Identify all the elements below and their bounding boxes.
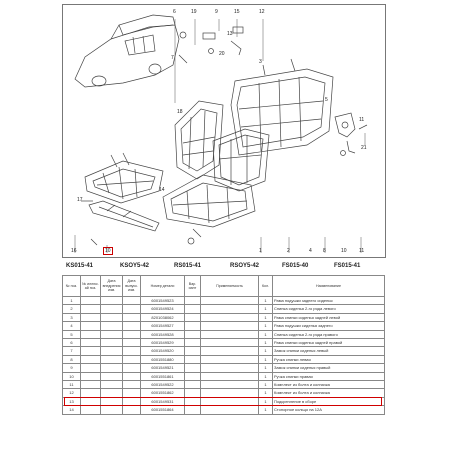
- cell-date-out: [123, 330, 141, 338]
- variant-code: RS015-41: [174, 263, 202, 269]
- table-row: [63, 297, 385, 305]
- cell-variant: [185, 330, 201, 338]
- callout-11: 11: [359, 117, 365, 123]
- cell-qty: 1: [259, 355, 273, 363]
- callout-8: 8: [323, 248, 326, 254]
- cell-part-number: 6001549523: [141, 297, 185, 305]
- cell-date-in: [101, 297, 123, 305]
- cell-pos: 7: [63, 347, 81, 355]
- callout-14: 14: [159, 187, 165, 193]
- cell-name: Рама подушки сиденья заднего: [273, 322, 385, 330]
- table-row: [63, 330, 385, 338]
- cell-qty: 1: [259, 347, 273, 355]
- cell-illus: [81, 322, 101, 330]
- cell-applicability: [201, 397, 259, 405]
- cell-pos: 14: [63, 406, 81, 414]
- cell-part-number: 6001551880: [141, 355, 185, 363]
- cell-variant: [185, 397, 201, 405]
- table-header-row: [63, 276, 385, 297]
- right-backrest-frame: [231, 59, 333, 155]
- cell-date-out: [123, 397, 141, 405]
- callout-16: 16: [71, 248, 77, 254]
- cell-name: Рама спинки сиденья задней правой: [273, 339, 385, 347]
- cell-part-number: 6001549520: [141, 347, 185, 355]
- variant-code: FS015-40: [282, 263, 309, 269]
- table-row: [63, 389, 385, 397]
- cell-name: Спинка сиденья 2-го ряда правого: [273, 330, 385, 338]
- cell-applicability: [201, 297, 259, 305]
- cell-pos: 2: [63, 305, 81, 313]
- callout-7: 7: [171, 55, 174, 61]
- cell-qty: 1: [259, 330, 273, 338]
- cell-qty: 1: [259, 322, 273, 330]
- seat-rail: [81, 201, 159, 245]
- cell-name: Рама спинки сиденья задней левой: [273, 313, 385, 321]
- table-row: [63, 322, 385, 330]
- callout-9: 9: [215, 9, 218, 15]
- cell-date-out: [123, 389, 141, 397]
- cell-variant: [185, 364, 201, 372]
- cell-illus: [81, 389, 101, 397]
- cell-date-out: [123, 313, 141, 321]
- cell-applicability: [201, 330, 259, 338]
- callout-11-bottom: 11: [359, 248, 365, 254]
- cell-part-number: 6001549531: [141, 397, 185, 405]
- cell-part-number: 6001549529: [141, 339, 185, 347]
- cell-pos: 9: [63, 364, 81, 372]
- cell-part-number: 6001551861: [141, 372, 185, 380]
- table-row: [63, 355, 385, 363]
- header-variant: Вар. иант: [185, 276, 201, 297]
- cell-date-in: [101, 397, 123, 405]
- cell-illus: [81, 355, 101, 363]
- cell-qty: 1: [259, 297, 273, 305]
- cell-part-number: 6001549524: [141, 305, 185, 313]
- cell-date-out: [123, 381, 141, 389]
- table-row: [63, 364, 385, 372]
- cell-name: Спинка сиденья 2-го ряда левого: [273, 305, 385, 313]
- cell-date-in: [101, 313, 123, 321]
- cell-date-out: [123, 355, 141, 363]
- cell-illus: [81, 364, 101, 372]
- cell-illus: [81, 397, 101, 405]
- callout-2: 2: [287, 248, 290, 254]
- cell-part-number: 6001551862: [141, 389, 185, 397]
- variant-code: FS015-41: [334, 263, 361, 269]
- header-applicability: Применяемость: [201, 276, 259, 297]
- cell-date-in: [101, 322, 123, 330]
- cell-part-number: 6001549527: [141, 322, 185, 330]
- cell-date-in: [101, 347, 123, 355]
- cell-date-out: [123, 406, 141, 414]
- callout-3: 3: [259, 59, 262, 65]
- variant-code: KSOY5-42: [120, 263, 150, 269]
- callout-5: 5: [325, 97, 328, 103]
- cell-date-out: [123, 322, 141, 330]
- cell-variant: [185, 389, 201, 397]
- table-row: [63, 397, 385, 405]
- callout-12: 12: [259, 9, 265, 15]
- cell-pos: 12: [63, 389, 81, 397]
- cell-illus: [81, 406, 101, 414]
- cell-variant: [185, 381, 201, 389]
- cell-applicability: [201, 339, 259, 347]
- cell-qty: 1: [259, 339, 273, 347]
- cell-pos: 4: [63, 322, 81, 330]
- cell-name: Стопорное кольцо на 12А: [273, 406, 385, 414]
- cell-date-out: [123, 297, 141, 305]
- cell-illus: [81, 313, 101, 321]
- parts-table: [62, 275, 385, 415]
- table-row: [63, 372, 385, 380]
- callout-6: 6: [173, 9, 176, 15]
- cell-pos: 10: [63, 372, 81, 380]
- variant-code-row: [62, 262, 384, 272]
- table-row: [63, 339, 385, 347]
- callout-19: 19: [191, 9, 197, 15]
- header-date-in: Дата внедрения изм.: [101, 276, 123, 297]
- cell-applicability: [201, 372, 259, 380]
- cell-illus: [81, 339, 101, 347]
- seat-diagram-drawing: [63, 5, 385, 257]
- cell-pos: 3: [63, 313, 81, 321]
- cell-illus: [81, 347, 101, 355]
- car-outline: [75, 15, 179, 87]
- header-illus: № иллюс. ай поз.: [81, 276, 101, 297]
- cell-qty: 1: [259, 313, 273, 321]
- cell-variant: [185, 313, 201, 321]
- cell-name: Ручка спинки правая: [273, 372, 385, 380]
- table-row: [63, 381, 385, 389]
- cell-part-number: 6001551864: [141, 406, 185, 414]
- callout-10: 10: [341, 248, 347, 254]
- cell-variant: [185, 355, 201, 363]
- cell-illus: [81, 297, 101, 305]
- callout-17: 17: [77, 197, 83, 203]
- cell-variant: [185, 297, 201, 305]
- callout-15: 15: [234, 9, 240, 15]
- cell-date-in: [101, 389, 123, 397]
- header-date-out: Дата выпуск. изм.: [123, 276, 141, 297]
- cell-applicability: [201, 322, 259, 330]
- table-row: [63, 347, 385, 355]
- cell-qty: 1: [259, 305, 273, 313]
- cell-date-out: [123, 305, 141, 313]
- cell-name: Комплект из болта и колпачка: [273, 389, 385, 397]
- cell-illus: [81, 381, 101, 389]
- cell-date-in: [101, 364, 123, 372]
- table-row: [63, 305, 385, 313]
- cell-date-in: [101, 406, 123, 414]
- callout-13: 13: [227, 31, 233, 37]
- cell-pos: 8: [63, 355, 81, 363]
- left-cushion-frame: [85, 153, 163, 203]
- cell-pos: 5: [63, 330, 81, 338]
- cell-date-in: [101, 355, 123, 363]
- cell-date-out: [123, 372, 141, 380]
- header-pos: № поз.: [63, 276, 81, 297]
- cell-illus: [81, 372, 101, 380]
- header-part-number: Номер детали: [141, 276, 185, 297]
- table-row: [63, 406, 385, 414]
- cell-name: Комплект из болта и колпачка: [273, 381, 385, 389]
- cell-variant: [185, 347, 201, 355]
- cell-name: Подкрепление в сборе: [273, 397, 385, 405]
- cell-date-out: [123, 364, 141, 372]
- cell-date-in: [101, 305, 123, 313]
- cell-pos: 11: [63, 381, 81, 389]
- cell-date-in: [101, 330, 123, 338]
- cell-part-number: 8201038062: [141, 313, 185, 321]
- cell-part-number: 6001549521: [141, 364, 185, 372]
- cell-qty: 1: [259, 406, 273, 414]
- callout-18: 18: [177, 109, 183, 115]
- cell-applicability: [201, 406, 259, 414]
- cell-qty: 1: [259, 397, 273, 405]
- cell-qty: 1: [259, 372, 273, 380]
- cell-applicability: [201, 313, 259, 321]
- cell-part-number: 6001549528: [141, 330, 185, 338]
- cell-name: Рама подушки заднего сиденья: [273, 297, 385, 305]
- cell-pos: 6: [63, 339, 81, 347]
- cell-date-out: [123, 347, 141, 355]
- cell-variant: [185, 305, 201, 313]
- cell-applicability: [201, 355, 259, 363]
- cell-applicability: [201, 381, 259, 389]
- cell-name: Замок спинки сиденья правый: [273, 364, 385, 372]
- callout-21: 21: [361, 145, 367, 151]
- table-row: [63, 313, 385, 321]
- cell-variant: [185, 372, 201, 380]
- cell-illus: [81, 305, 101, 313]
- header-name: Наименование: [273, 276, 385, 297]
- header-qty: Кол.: [259, 276, 273, 297]
- exploded-diagram: [62, 4, 386, 258]
- variant-code: KS015-41: [66, 263, 94, 269]
- middle-backrest-frame: [213, 129, 269, 191]
- cell-date-out: [123, 339, 141, 347]
- cell-variant: [185, 406, 201, 414]
- cell-variant: [185, 322, 201, 330]
- cell-qty: 1: [259, 364, 273, 372]
- cell-name: Замок спинки сиденья левый: [273, 347, 385, 355]
- cell-qty: 1: [259, 381, 273, 389]
- callout-10-boxed: 10: [105, 248, 111, 254]
- cell-applicability: [201, 364, 259, 372]
- cell-date-in: [101, 381, 123, 389]
- parts-table-body: [63, 297, 385, 415]
- cell-pos: 1: [63, 297, 81, 305]
- cell-applicability: [201, 347, 259, 355]
- cell-illus: [81, 330, 101, 338]
- cell-date-in: [101, 339, 123, 347]
- cell-variant: [185, 339, 201, 347]
- variant-code: RSOY5-42: [230, 263, 260, 269]
- cell-part-number: 6001549522: [141, 381, 185, 389]
- callout-20: 20: [219, 51, 225, 57]
- cell-name: Ручка спинки левая: [273, 355, 385, 363]
- cell-pos: 13: [63, 397, 81, 405]
- cell-qty: 1: [259, 389, 273, 397]
- cell-applicability: [201, 305, 259, 313]
- callout-1: 1: [259, 248, 262, 254]
- cell-applicability: [201, 389, 259, 397]
- cell-date-in: [101, 372, 123, 380]
- callout-4: 4: [309, 248, 312, 254]
